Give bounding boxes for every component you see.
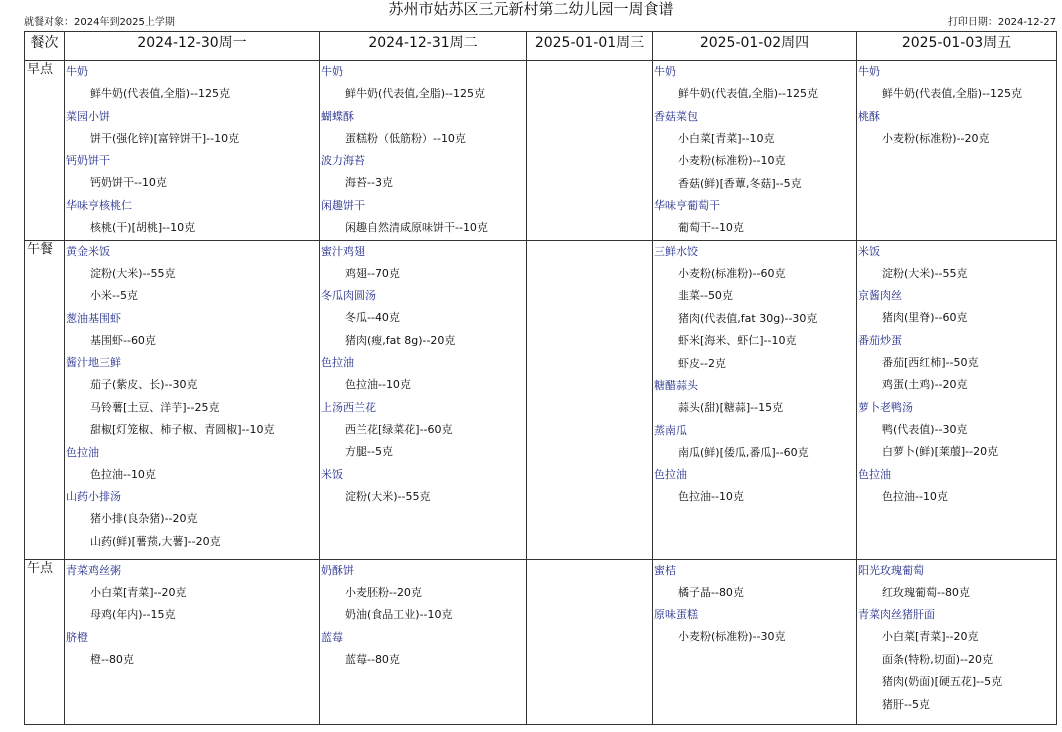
ingredient-item: 红玫瑰葡萄--80克 bbox=[882, 585, 970, 599]
dish-name: 萝卜老鸭汤 bbox=[858, 400, 913, 414]
dish-name: 蜜桔 bbox=[654, 563, 676, 577]
target-value: 2024年到2025上学期 bbox=[74, 17, 175, 28]
ingredient-item: 猪肉(代表值,fat 30g)--30克 bbox=[678, 311, 818, 325]
ingredient-item: 闲趣自然清咸原味饼干--10克 bbox=[345, 220, 488, 234]
ingredient-item: 小白菜[青菜]--20克 bbox=[882, 630, 979, 643]
dish-name: 黄金米饭 bbox=[66, 244, 110, 258]
dish-name: 京酱肉丝 bbox=[858, 289, 902, 302]
ingredient-item: 鲜牛奶(代表值,全脂)--125克 bbox=[345, 87, 486, 100]
ingredient-item: 猪肝--5克 bbox=[882, 697, 930, 711]
menu-cell bbox=[653, 559, 857, 724]
ingredient-item: 鲜牛奶(代表值,全脂)--125克 bbox=[90, 87, 231, 100]
dish-name: 华味亨葡萄干 bbox=[654, 199, 720, 212]
ingredient-item: 鲜牛奶(代表值,全脂)--125克 bbox=[882, 87, 1023, 100]
ingredient-item: 马铃薯[土豆、洋芋]--25克 bbox=[90, 400, 220, 414]
dish-name: 原味蛋糕 bbox=[654, 608, 698, 621]
ingredient-item: 韭菜--50克 bbox=[678, 289, 733, 302]
menu-cell bbox=[320, 61, 527, 241]
header-row bbox=[25, 32, 1057, 61]
ingredient-item: 小白菜[青菜]--10克 bbox=[678, 131, 775, 145]
menu-cell bbox=[857, 559, 1057, 724]
ingredient-item: 色拉油--10克 bbox=[678, 490, 744, 503]
dish-name: 华味亨核桃仁 bbox=[66, 198, 132, 212]
ingredient-item: 猪小排(良杂猪)--20克 bbox=[90, 512, 198, 525]
ingredient-item: 小麦胚粉--20克 bbox=[345, 585, 422, 599]
dish-name: 酱汁地三鲜 bbox=[66, 356, 121, 369]
dish-name: 糖醋蒜头 bbox=[654, 379, 698, 392]
menu-cell bbox=[320, 240, 527, 559]
ingredient-item: 香菇(鲜)[香蕈,冬菇]--5克 bbox=[678, 176, 802, 190]
ingredient-item: 鸡翅--70克 bbox=[345, 266, 400, 280]
ingredient-item: 鲜牛奶(代表值,全脂)--125克 bbox=[678, 87, 819, 100]
ingredient-item: 蓝莓--80克 bbox=[345, 652, 400, 666]
ingredient-item: 小米--5克 bbox=[90, 289, 138, 302]
ingredient-item: 小麦粉(标准粉)--20克 bbox=[882, 131, 990, 145]
dish-name: 牛奶 bbox=[66, 65, 88, 78]
dish-name: 脐橙 bbox=[66, 630, 88, 644]
day-header: 2025-01-02周四 bbox=[653, 32, 857, 61]
dish-name: 闲趣饼干 bbox=[321, 198, 365, 212]
dish-name: 米饭 bbox=[858, 244, 880, 258]
dish-name: 波力海苔 bbox=[321, 154, 365, 167]
meal-label: 午餐 bbox=[25, 240, 65, 559]
dish-name: 青菜鸡丝粥 bbox=[66, 563, 121, 577]
ingredient-item: 核桃(干)[胡桃]--10克 bbox=[90, 220, 196, 234]
ingredient-item: 海苔--3克 bbox=[345, 176, 393, 189]
ingredient-item: 小麦粉(标准粉)--30克 bbox=[678, 630, 786, 643]
menu-cell bbox=[857, 240, 1057, 559]
breakfast-row bbox=[25, 61, 1057, 241]
ingredient-item: 色拉油--10克 bbox=[882, 489, 948, 503]
ingredient-item: 方腿--5克 bbox=[345, 445, 393, 458]
dish-name: 奶酥饼 bbox=[321, 563, 354, 577]
meal-label: 早点 bbox=[25, 61, 65, 241]
dish-name: 香菇菜包 bbox=[654, 109, 698, 123]
ingredient-item: 猪肉(里脊)--60克 bbox=[882, 311, 968, 324]
dish-name: 牛奶 bbox=[321, 65, 343, 78]
ingredient-item: 猪肉(奶面)[硬五花]--5克 bbox=[882, 675, 1003, 688]
dish-name: 冬瓜肉圆汤 bbox=[321, 289, 376, 302]
ingredient-item: 鸭(代表值)--30克 bbox=[882, 422, 968, 436]
dish-name: 蝴蝶酥 bbox=[321, 109, 354, 123]
dish-name: 蓝莓 bbox=[321, 630, 343, 644]
ingredient-item: 母鸡(年内)--15克 bbox=[90, 608, 176, 621]
dish-name: 色拉油 bbox=[321, 356, 354, 369]
dish-name: 青菜肉丝猪肝面 bbox=[858, 608, 935, 621]
ingredient-item: 蒜头(甜)[糖蒜]--15克 bbox=[678, 401, 784, 414]
ingredient-item: 小麦粉(标准粉)--60克 bbox=[678, 266, 786, 280]
menu-cell bbox=[65, 559, 320, 724]
dish-name: 蒸南瓜 bbox=[654, 423, 687, 437]
ingredient-item: 色拉油--10克 bbox=[90, 467, 156, 481]
target-label: 就餐对象： bbox=[24, 17, 74, 28]
ingredient-item: 白萝卜(鲜)[莱菔]--20克 bbox=[882, 445, 999, 458]
dish-name: 桃酥 bbox=[858, 109, 880, 123]
ingredient-item: 橘子晶--80克 bbox=[678, 585, 744, 599]
ingredient-item: 南瓜(鲜)[倭瓜,番瓜]--60克 bbox=[678, 445, 809, 459]
print-label: 打印日期： bbox=[947, 17, 998, 28]
meal-label: 午点 bbox=[25, 559, 65, 724]
dish-name: 牛奶 bbox=[858, 65, 880, 78]
ingredient-item: 西兰花[绿菜花]--60克 bbox=[345, 422, 453, 436]
ingredient-item: 虾皮--2克 bbox=[678, 356, 726, 370]
ingredient-item: 淀粉(大米)--55克 bbox=[345, 489, 431, 503]
ingredient-item: 钙奶饼干--10克 bbox=[90, 176, 167, 189]
menu-cell bbox=[65, 240, 320, 559]
dish-name: 山药小排汤 bbox=[66, 490, 121, 503]
ingredient-item: 奶油(食品工业)--10克 bbox=[345, 608, 453, 621]
dish-name: 牛奶 bbox=[654, 65, 676, 78]
day-header: 2024-12-31周二 bbox=[320, 32, 527, 61]
dish-name: 钙奶饼干 bbox=[66, 154, 110, 167]
day-header: 2024-12-30周一 bbox=[65, 32, 320, 61]
ingredient-item: 小白菜[青菜]--20克 bbox=[90, 585, 187, 599]
ingredient-item: 番茄[西红柿]--50克 bbox=[882, 355, 979, 369]
ingredient-item: 葡萄干--10克 bbox=[678, 221, 744, 234]
menu-cell bbox=[65, 61, 320, 241]
menu-table bbox=[24, 31, 1057, 725]
ingredient-item: 基围虾--60克 bbox=[90, 333, 156, 347]
menu-cell bbox=[527, 559, 653, 724]
page-title: 苏州市姑苏区三元新村第二幼儿园一周食谱 bbox=[388, 0, 674, 18]
dish-name: 番茄炒蛋 bbox=[858, 333, 902, 347]
ingredient-item: 猪肉(瘦,fat 8g)--20克 bbox=[345, 333, 456, 347]
ingredient-item: 橙--80克 bbox=[90, 652, 134, 666]
ingredient-item: 小麦粉(标准粉)--10克 bbox=[678, 154, 786, 167]
day-header: 2025-01-03周五 bbox=[857, 32, 1057, 61]
print-date: 2024-12-27 bbox=[997, 17, 1056, 28]
ingredient-item: 茄子(紫皮、长)--30克 bbox=[90, 378, 198, 391]
ingredient-item: 淀粉(大米)--55克 bbox=[882, 266, 968, 280]
menu-cell bbox=[320, 559, 527, 724]
ingredient-item: 甜椒[灯笼椒、柿子椒、青圆椒]--10克 bbox=[90, 423, 275, 436]
menu-cell bbox=[653, 61, 857, 241]
menu-cell bbox=[527, 61, 653, 241]
dish-name: 色拉油 bbox=[66, 445, 99, 459]
dish-name: 米饭 bbox=[321, 467, 343, 481]
ingredient-item: 山药(鲜)[薯蓣,大薯]--20克 bbox=[90, 534, 221, 548]
ingredient-item: 鸡蛋(土鸡)--20克 bbox=[882, 378, 968, 391]
ingredient-item: 面条(特粉,切面)--20克 bbox=[882, 652, 994, 666]
ingredient-item: 淀粉(大米)--55克 bbox=[90, 266, 176, 280]
lunch-row bbox=[25, 240, 1057, 559]
dish-name: 葱油基围虾 bbox=[66, 311, 121, 325]
ingredient-item: 蛋糕粉（低筋粉）--10克 bbox=[345, 131, 466, 145]
ingredient-item: 饼干(强化锌)[富锌饼干]--10克 bbox=[90, 131, 240, 145]
day-header: 2025-01-01周三 bbox=[527, 32, 653, 61]
print-info bbox=[948, 17, 1056, 29]
dish-name: 阳光玫瑰葡萄 bbox=[858, 563, 924, 577]
dish-name: 菜园小饼 bbox=[66, 109, 110, 123]
menu-cell bbox=[653, 240, 857, 559]
meal-header: 餐次 bbox=[25, 32, 65, 61]
ingredient-item: 色拉油--10克 bbox=[345, 378, 411, 391]
menu-cell bbox=[857, 61, 1057, 241]
ingredient-item: 虾米[海米、虾仁]--10克 bbox=[678, 334, 797, 347]
target-info bbox=[24, 17, 175, 29]
dish-name: 色拉油 bbox=[654, 468, 687, 481]
dish-name: 蜜汁鸡翅 bbox=[321, 244, 365, 258]
ingredient-item: 冬瓜--40克 bbox=[345, 311, 400, 324]
afternoon-snack-row bbox=[25, 559, 1057, 724]
dish-name: 上汤西兰花 bbox=[321, 400, 376, 414]
dish-name: 色拉油 bbox=[858, 467, 891, 481]
menu-cell bbox=[527, 240, 653, 559]
dish-name: 三鲜水饺 bbox=[654, 244, 698, 258]
